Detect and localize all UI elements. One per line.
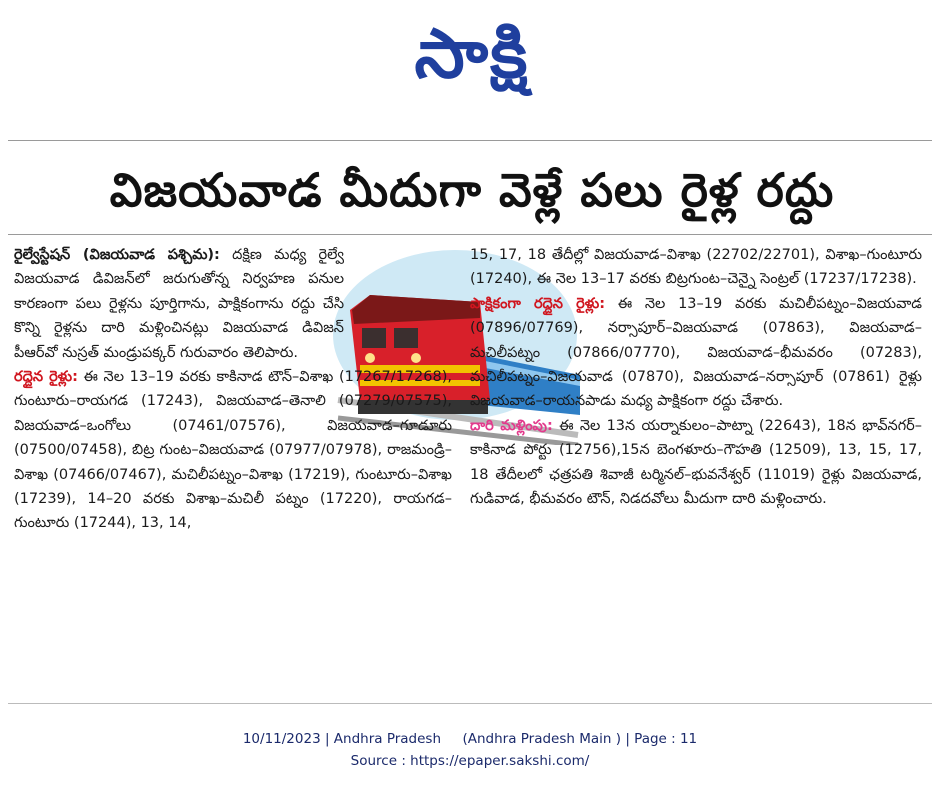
right-top-paragraph xyxy=(470,243,922,292)
dateline: రైల్వేస్టేషన్ (విజయవాడ పశ్చిమ): xyxy=(14,247,220,263)
diverted-label: దారి మళ్లింపు: xyxy=(470,417,553,434)
divider-top xyxy=(8,140,932,141)
article-column-left xyxy=(14,243,452,536)
article-headline: విజయవాడ మీదుగా వెళ్లే పలు రైళ్ల రద్దు xyxy=(109,163,835,217)
cancelled-text: ఈ నెల 13–19 వరకు కాకినాడ టౌన్–విశాఖ (17267/17268), గుంటూరు–రాయగడ (17243), విజయవాడ–తెనాలి (07279/07575), విజయవాడ–ఒంగోలు (07461/07576), విజయవాడ–గూడూరు (07500/07458), బిట్ర గుంట–విజయవాడ (07977/07978), రాజమండ్రి–విశాఖ (07466/07467), మచిలీపట్నం–విశాఖ (17219), గుంటూరు–విశాఖ (17239), 14–20 వరకు విశాఖ–మచిలీ పట్నం (17220), రాయగడ–గుంటూరు (17244), 13, 14, xyxy=(14,369,453,532)
partial-label: పాక్షికంగా రద్దైన రైళ్లు: xyxy=(470,295,605,312)
footer-edition-line: 10/11/2023 | Andhra Pradesh (Andhra Pradesh Main ) | Page : 11 xyxy=(242,731,698,747)
partial-text: ఈ నెల 13–19 వరకు మచిలీపట్నం–విజయవాడ (07896/07769), నర్సాపూర్–విజయవాడ (07863), విజయవాడ–మచిలీపట్నం (07866/07770), విజయవాడ–భీమవరం (07283), మచిలీపట్నం–విజయవాడ (07870), విజయవాడ–నర్సాపూర్ (07861) రైళ్లు విజయవాడ–రాయనపాడు మధ్య పాక్షికంగా రద్దు చేశారు. xyxy=(470,295,923,410)
cancelled-label: రద్దైన రైళ్లు: xyxy=(14,369,78,386)
divider-mid xyxy=(8,234,932,235)
diverted-text: ఈ నెల 13న యర్నాకులం–పాట్నా (22643), 18న భావ్‌నగర్–కాకినాడ పోర్టు (12756),15న బెంగళూరు–గౌహతి (12509), 13, 15, 17, 18 తేదీలలో ఛత్రపతి శివాజీ టర్మినల్–భువనేశ్వర్ (11019) రైళ్లు విజయవాడ, గుడివాడ, భీమవరం టౌన్, నిడదవోలు మీదుగా దారి మళ్లించారు. xyxy=(470,417,922,508)
intro-text: దక్షిణ మధ్య రైల్వే విజయవాడ డివిజన్‌లో జరుగుతోన్న నిర్వహణ పనుల కారణంగా పలు రైళ్లను పూర్తిగాను, పాక్షికంగాను రద్దు చేసి కొన్ని రైళ్లను దారి మళ్లించినట్లు విజయవాడ డివిజన్ పీఆర్‌వో నుస్రత్ మండ్రుపక్కర్ గురువారం తెలిపారు. xyxy=(14,247,345,361)
divider-bottom xyxy=(8,703,932,704)
page-footer xyxy=(0,728,940,772)
partial-paragraph xyxy=(470,292,922,414)
article-column-right xyxy=(470,243,922,511)
footer-source-line: Source : https://epaper.sakshi.com/ xyxy=(350,753,590,769)
intro-paragraph xyxy=(14,243,344,365)
right-top-text: 15, 17, 18 తేదీల్లో విజయవాడ–విశాఖ (22702/22701), విశాఖ–గుంటూరు (17240), ఈ నెల 13–17 వరకు బిట్రగుంట–చెన్నై సెంట్రల్ (17237/17238). xyxy=(470,247,922,288)
diverted-paragraph xyxy=(470,414,922,512)
sakshi-logo: సాక్షి xyxy=(414,15,530,94)
cancelled-paragraph xyxy=(14,365,452,536)
